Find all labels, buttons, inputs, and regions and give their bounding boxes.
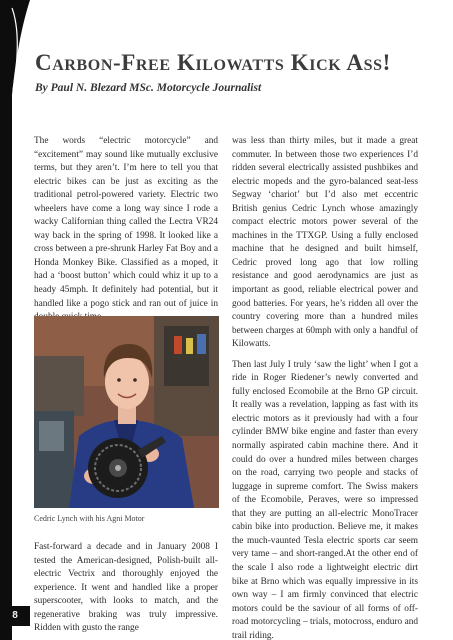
decorative-swoosh: [0, 0, 30, 95]
page-edge-bar: [0, 0, 12, 640]
paragraph: The words “electric motorcycle” and “excitement” may sound like mutually exclusive terms, but they aren’t. I’m here to tell you that electric bikes can be just as exciting as the traditional petrol-powered variety. Electric two wheelers have come a long way since I rode a wacky Californian thing called the Lectra VR24 way back in the spring of 1998. It looked like a cross between a pre-shrunk Harley Fat Boy and a Honda Monkey Bike. Classified as a moped, it had a ‘boost button’ which could whiz it up to a heady 45mph. It definitely had potential, but it handled like a pogo stick and ran out of juice in: [34, 136, 218, 309]
photo-caption: Cedric Lynch with his Agni Motor: [34, 514, 145, 523]
paragraph: was less than thirty miles, but it made a great commuter. In between those two experiences I’d ridden several electrically assisted pushbikes and electric mopeds and the gyro-balanced seat-less Segway ‘chariot’ but I’d also met eccentric British genius Cedric Lynch whose amazingly compact electric motors power several of the machines in the TTXGP. Using a fully enclosed machine that he designed and built himself, Cedric proved long ago that low rolling resistance and good aerodynamics are just as important as good, reliable electrical power and good batteries. For years, he’s ridden all over the country covering more than a hundred miles between charges at 60mph with only a handful of Kilowatts.: [232, 136, 418, 350]
column-right: [232, 135, 418, 640]
column-left-top: [34, 135, 218, 332]
article-title: Carbon-Free Kilowatts Kick Ass!: [35, 50, 391, 75]
paragraph: Then last July I truly ‘saw the light’ when I got a ride in Roger Riedener’s newly converted and fully enclosed Ecomobile at the Brno GP circuit. It really was a revelation, lapping as fast with its electric motors as it previously had with a four cylinder BMW bike engine and faster than every normally aspirated cabin machine there. And it could do over a hundred miles between charges on the road, carrying two people and stacks of luggage in supreme comfort. The Swiss makers of the Ecomobile, Peraves, were so impressed that they are putting an all-electric MonoTracer cabin bike into production. Believe me, it makes the much-vaunted Tesla electric sports car seem very tame – and short-ranged.At the other end of the scale I also rode a lightweight electric dirt bike at Brno which was equally impressive in its own way – I am firmly convinced that electric motors could be the saviour of all forms of off-road motorcycling – trials, motocross, enduro and trail riding.: [232, 359, 418, 640]
article-photo: [34, 316, 219, 508]
column-left-bottom: [34, 541, 218, 640]
paragraph: Fast-forward a decade and in January 2008 I tested the American-designed, Polish-built all-electric Vectrix and thoroughly enjoyed the experience. It went and handled like a proper superscooter, with looks to match, and the regenerative braking was truly impressive. Ridden with gusto the range: [34, 542, 218, 634]
article-byline: By Paul N. Blezard MSc. Motorcycle Journalist: [35, 82, 262, 94]
page-number: 8: [0, 606, 30, 626]
